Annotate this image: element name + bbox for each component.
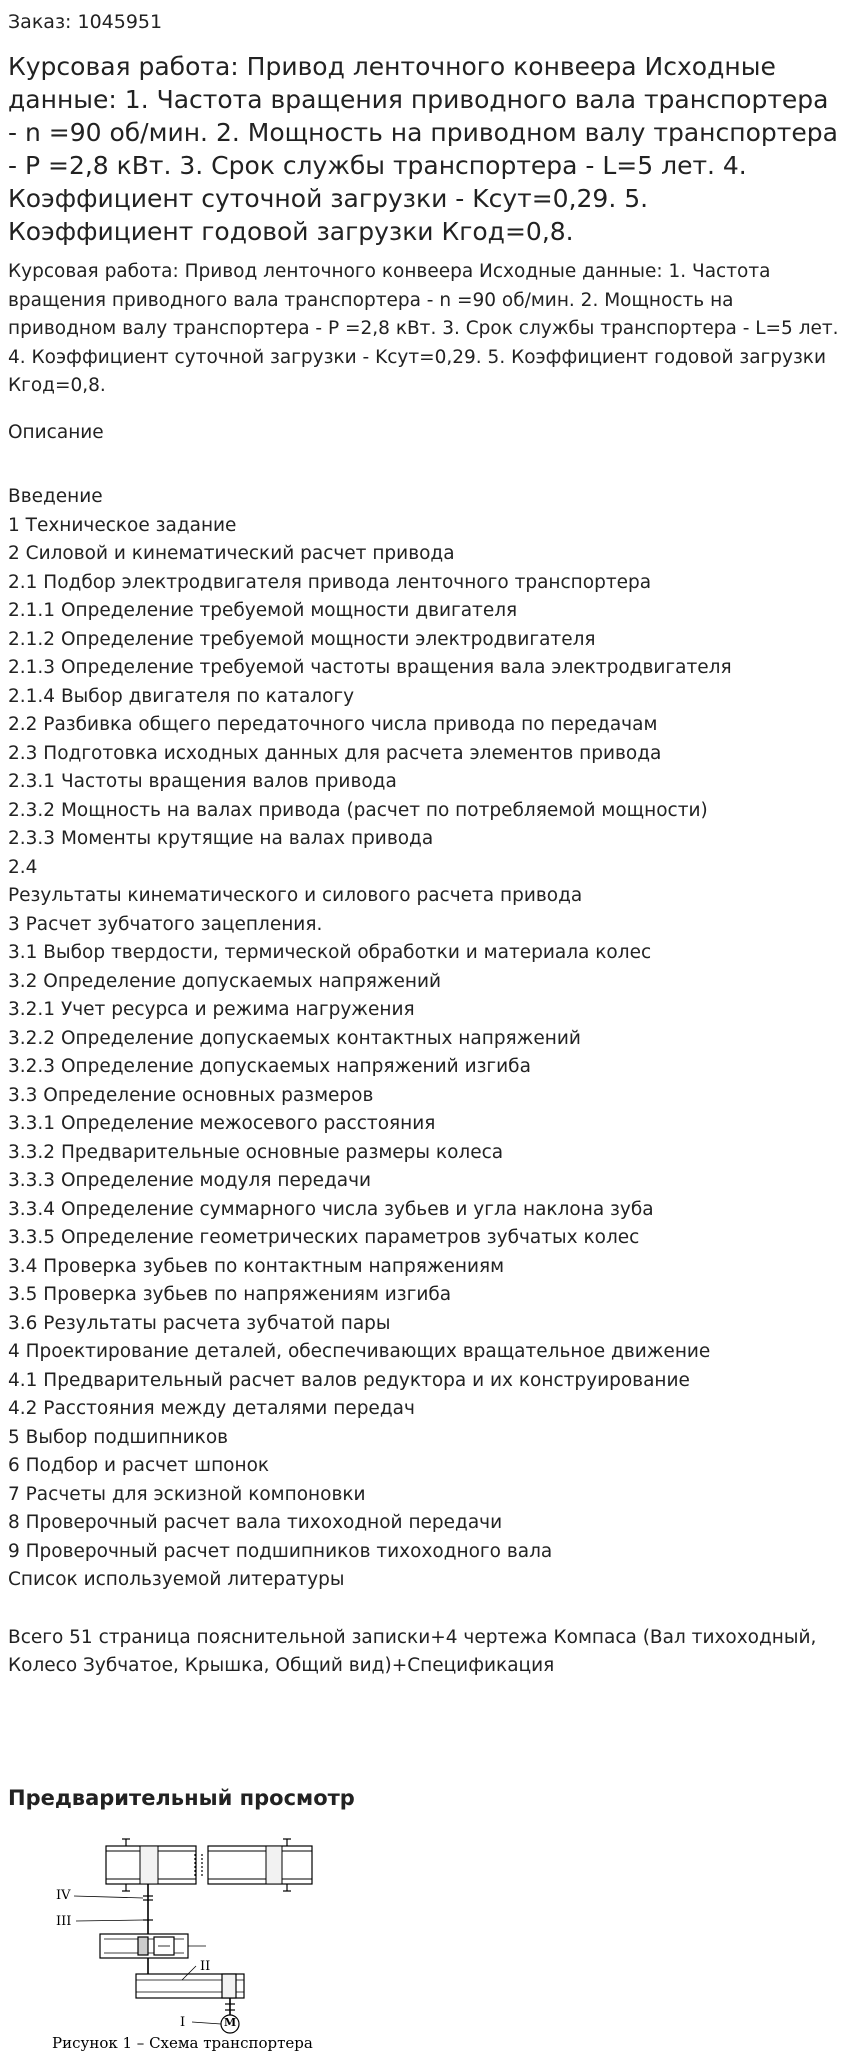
table-of-contents	[8, 483, 840, 1595]
toc-item: 4 Проектирование деталей, обеспечивающих вращательное движение	[8, 1341, 711, 1362]
toc-item: 2.1.1 Определение требуемой мощности двигателя	[8, 600, 518, 621]
toc-item: 7 Расчеты для эскизной компоновки	[8, 1483, 366, 1505]
toc-item: 3.1 Выбор твердости, термической обработки и материала колес	[8, 942, 652, 963]
toc-item: 2.3 Подготовка исходных данных для расчета элементов привода	[8, 742, 662, 764]
toc-item: 3.3.4 Определение суммарного числа зубьев и угла наклона зуба	[8, 1198, 654, 1220]
toc-item: 9 Проверочный расчет подшипников тихоходного вала	[8, 1540, 553, 1562]
toc-item: 3.2.3 Определение допускаемых напряжений изгиба	[8, 1056, 531, 1077]
toc-item: 3.6 Результаты расчета зубчатой пары	[8, 1312, 391, 1334]
transporter-scheme-drawing	[50, 1834, 340, 2034]
description-label: Описание	[8, 421, 104, 443]
label-i: I	[180, 2015, 186, 2030]
toc-item: 6 Подбор и расчет шпонок	[8, 1455, 270, 1476]
toc-item: 2.2 Разбивка общего передаточного числа привода по передачам	[8, 714, 658, 735]
label-iii: III	[56, 1914, 72, 1929]
toc-item: 2.1.4 Выбор двигателя по каталогу	[8, 685, 355, 707]
toc-item: Результаты кинематического и силового расчета привода	[8, 885, 583, 906]
toc-item: Введение	[8, 486, 103, 507]
toc-item: 4.1 Предварительный расчет валов редуктора и их конструирование	[8, 1369, 690, 1391]
transporter-scheme-figure	[50, 1834, 340, 2054]
preview-heading: Предварительный просмотр	[8, 1786, 355, 1810]
order-number: Заказ: 1045951	[8, 11, 163, 33]
toc-item: 2.1.2 Определение требуемой мощности электродвигателя	[8, 628, 596, 650]
toc-item: 2.3.1 Частоты вращения валов привода	[8, 771, 397, 792]
page-content	[8, 8, 840, 1681]
toc-item: Список используемой литературы	[8, 1569, 345, 1590]
page-title: Курсовая работа: Привод ленточного конвеера Исходные данные: 1. Частота вращения приводного вала транспортера - n =90 об/мин. 2. Мощность на приводном валу транспортера - P =2,8 кВт. 3. Срок службы транспортера - L=5 лет. 4. Коэффициент суточной загрузки - Kсут=0,29. 5. Коэффициент годовой загрузки Кгод=0,8.	[8, 52, 838, 246]
toc-item: 8 Проверочный расчет вала тихоходной передачи	[8, 1512, 503, 1533]
toc-item: 3.2.1 Учет ресурса и режима нагружения	[8, 999, 415, 1020]
toc-item: 3 Расчет зубчатого зацепления.	[8, 913, 323, 935]
toc-item: 2 Силовой и кинематический расчет привода	[8, 543, 455, 564]
toc-item: 5 Выбор подшипников	[8, 1426, 229, 1448]
toc-item: 3.3.1 Определение межосевого расстояния	[8, 1113, 436, 1134]
toc-item: 4.2 Расстояния между деталями передач	[8, 1398, 415, 1419]
toc-item: 2.4	[8, 856, 38, 878]
toc-item: 3.3.5 Определение геометрических параметров зубчатых колес	[8, 1227, 640, 1248]
label-iv: IV	[56, 1888, 71, 1903]
toc-item: 1 Техническое задание	[8, 514, 237, 536]
motor-label: М	[224, 2016, 237, 2029]
toc-item: 3.4 Проверка зубьев по контактным напряжениям	[8, 1255, 505, 1277]
toc-item: 2.1 Подбор электродвигателя привода ленточного транспортера	[8, 571, 652, 593]
toc-item: 3.5 Проверка зубьев по напряжениям изгиба	[8, 1284, 452, 1305]
figure-caption: Рисунок 1 – Схема транспортера	[52, 2034, 313, 2052]
toc-item: 3.3 Определение основных размеров	[8, 1084, 374, 1106]
label-ii: II	[200, 1959, 211, 1974]
toc-item: 2.3.2 Мощность на валах привода (расчет по потребляемой мощности)	[8, 799, 708, 821]
toc-item: 2.1.3 Определение требуемой частоты вращения вала электродвигателя	[8, 657, 732, 678]
summary-text: Курсовая работа: Привод ленточного конвеера Исходные данные: 1. Частота вращения приводного вала транспортера - n =90 об/мин. 2. Мощность на приводном валу транспортера - P =2,8 кВт. 3. Срок службы транспортера - L=5 лет. 4. Коэффициент суточной загрузки - Kсут=0,29. 5. Коэффициент годовой загрузки Кгод=0,8.	[8, 261, 839, 396]
toc-item: 3.2 Определение допускаемых напряжений	[8, 970, 442, 992]
totals-text: Всего 51 страница пояснительной записки+4 чертежа Компаса (Вал тихоходный, Колесо Зубчатое, Крышка, Общий вид)+Спецификация	[8, 1626, 817, 1676]
toc-item: 3.3.3 Определение модуля передачи	[8, 1170, 372, 1191]
toc-item: 2.3.3 Моменты крутящие на валах привода	[8, 828, 434, 849]
toc-item: 3.3.2 Предварительные основные размеры колеса	[8, 1141, 504, 1163]
toc-item: 3.2.2 Определение допускаемых контактных напряжений	[8, 1027, 581, 1049]
